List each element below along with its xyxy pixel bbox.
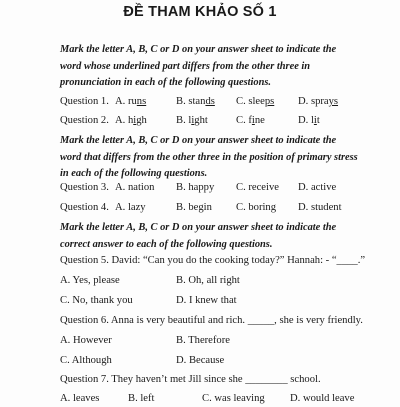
instruction-correct-answer: Mark the letter A, B, C or D on your answer sheet to indicate the correct answer to each of the following questions. (60, 222, 337, 250)
q6-option-c: C. Although (60, 355, 112, 366)
q2-option-d: D. lit (298, 115, 320, 126)
q6-option-d: D. Because (176, 355, 225, 366)
q2-option-c: C. fine (236, 115, 265, 126)
question-2-label: Question 2. (60, 115, 109, 126)
q5-option-d: D. I knew that (176, 295, 237, 306)
q5-option-a: A. Yes, please (60, 275, 120, 286)
question-5-stem: Question 5. David: “Can you do the cooking today?” Hannah: - “____.” (60, 255, 366, 266)
q6-option-b: B. Therefore (176, 335, 230, 346)
page-title: ĐỀ THAM KHẢO SỐ 1 (123, 4, 277, 20)
q4-option-d: D. student (298, 202, 342, 213)
q2-option-a: A. high (115, 115, 147, 126)
q7-option-b: B. left (128, 393, 155, 404)
instruction-stress: Mark the letter A, B, C or D on your answer sheet to indicate the word that differs from the other three in the position of primary stress in each of the following questions. (60, 135, 358, 179)
instruction-pronunciation: Mark the letter A, B, C or D on your answer sheet to indicate the word whose underlined part differs from the other three in pronunciation in each of the following questions. (60, 44, 337, 88)
q3-option-a: A. nation (115, 182, 155, 193)
q3-option-b: B. happy (176, 182, 215, 193)
question-4-label: Question 4. (60, 202, 109, 213)
q3-option-d: D. active (298, 182, 337, 193)
question-7-stem: Question 7. They haven’t met Jill since she ________ school. (60, 374, 321, 385)
q5-option-b: B. Oh, all right (176, 275, 240, 286)
question-3-label: Question 3. (60, 182, 109, 193)
q1-option-a: A. runs (115, 96, 147, 107)
q1-option-b: B. stands (176, 96, 215, 107)
q4-option-b: B. begin (176, 202, 212, 213)
q4-option-a: A. lazy (115, 202, 146, 213)
q1-option-c: C. sleeps (236, 96, 275, 107)
q7-option-d: D. would leave (290, 393, 355, 404)
q5-option-c: C. No, thank you (60, 295, 133, 306)
q6-option-a: A. However (60, 335, 112, 346)
q3-option-c: C. receive (236, 182, 279, 193)
question-1-label: Question 1. (60, 96, 109, 107)
q7-option-a: A. leaves (60, 393, 100, 404)
q4-option-c: C. boring (236, 202, 277, 213)
q2-option-b: B. light (176, 115, 208, 126)
q7-option-c: C. was leaving (202, 393, 265, 404)
q1-option-d: D. sprays (298, 96, 339, 107)
question-6-stem: Question 6. Anna is very beautiful and rich. _____, she is very friendly. (60, 315, 363, 326)
